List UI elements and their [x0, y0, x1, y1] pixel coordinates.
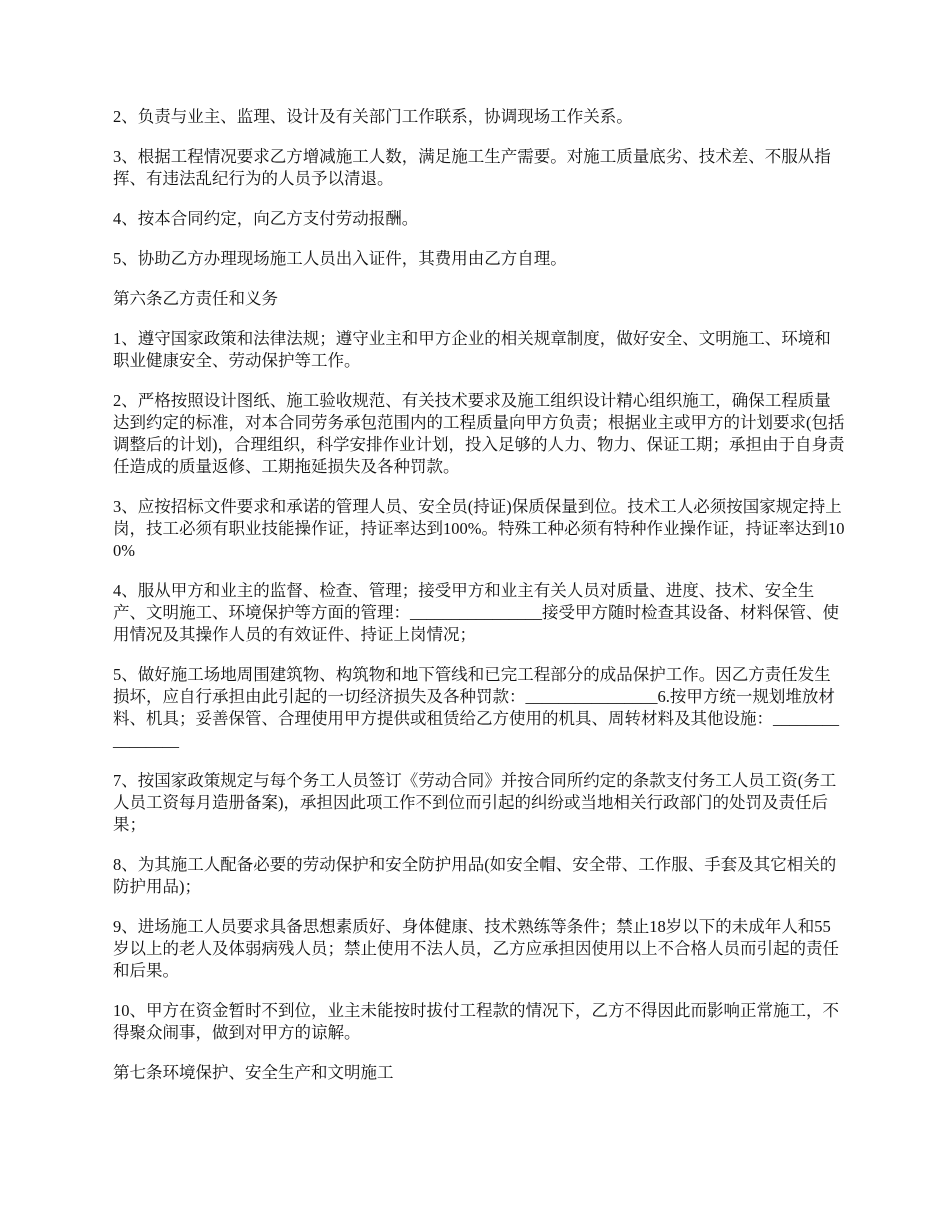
paragraph-obligation-1: 1、遵守国家政策和法律法规；遵守业主和甲方企业的相关规章制度，做好安全、文明施工、环境和职业健康安全、劳动保护等工作。	[113, 329, 831, 370]
paragraph-obligation-4: 4、服从甲方和业主的监督、检查、管理；接受甲方和业主有关人员对质量、进度、技术、安全生产、文明施工、环境保护等方面的管理：________________接受甲方随时检查其设备、材料保管、使用情况及其操作人员的有效证件、持证上岗情况；	[113, 581, 839, 644]
paragraph-obligation-3: 3、应按招标文件要求和承诺的管理人员、安全员(持证)保质保量到位。技术工人必须按国家规定持上岗，技工必须有职业技能操作证，持证率达到100%。特殊工种必须有特种作业操作证，持证率达到100%	[113, 497, 845, 560]
paragraph-duty-2: 2、负责与业主、监理、设计及有关部门工作联系，协调现场工作关系。	[113, 107, 633, 126]
section-heading-article-6: 第六条乙方责任和义务	[113, 289, 278, 308]
paragraph-duty-4: 4、按本合同约定，向乙方支付劳动报酬。	[113, 209, 419, 228]
paragraph-obligation-7: 7、按国家政策规定与每个务工人员签订《劳动合同》并按合同所约定的条款支付务工人员工资(务工人员工资每月造册备案)，承担因此项工作不到位而引起的纠纷或当地相关行政部门的处罚及责任后果；	[113, 771, 837, 834]
document-body	[113, 106, 845, 1102]
paragraph-duty-3: 3、根据工程情况要求乙方增减施工人数，满足施工生产需要。对施工质量底劣、技术差、不服从指挥、有违法乱纪行为的人员予以清退。	[113, 147, 831, 188]
paragraph-obligation-8: 8、为其施工人配备必要的劳动保护和安全防护用品(如安全帽、安全带、工作服、手套及其它相关的防护用品)；	[113, 855, 837, 896]
paragraph-obligation-10: 10、甲方在资金暂时不到位，业主未能按时拔付工程款的情况下，乙方不得因此而影响正常施工，不得聚众闹事，做到对甲方的谅解。	[113, 1001, 839, 1042]
paragraph-obligation-5-6: 5、做好施工场地周围建筑物、构筑物和地下管线和已完工程部分的成品保护工作。因乙方责任发生损坏，应自行承担由此引起的一切经济损失及各种罚款：________________6.按甲方统一规划堆放材料、机具；妥善保管、合理使用甲方提供或租赁给乙方使用的机具、周转材料及其他设施：________________	[113, 665, 839, 750]
section-heading-article-7: 第七条环境保护、安全生产和文明施工	[113, 1063, 394, 1082]
paragraph-obligation-9: 9、进场施工人员要求具备思想素质好、身体健康、技术熟练等条件；禁止18岁以下的未成年人和55岁以上的老人及体弱病残人员；禁止使用不法人员，乙方应承担因使用以上不合格人员而引起的责任和后果。	[113, 917, 839, 980]
paragraph-obligation-2: 2、严格按照设计图纸、施工验收规范、有关技术要求及施工组织设计精心组织施工，确保工程质量达到约定的标准，对本合同劳务承包范围内的工程质量向甲方负责；根据业主或甲方的计划要求(包括调整后的计划)，合理组织，科学安排作业计划，投入足够的人力、物力、保证工期；承担由于自身责任造成的质量返修、工期拖延损失及各种罚款。	[113, 391, 845, 476]
paragraph-duty-5: 5、协助乙方办理现场施工人员出入证件，其费用由乙方自理。	[113, 249, 567, 268]
